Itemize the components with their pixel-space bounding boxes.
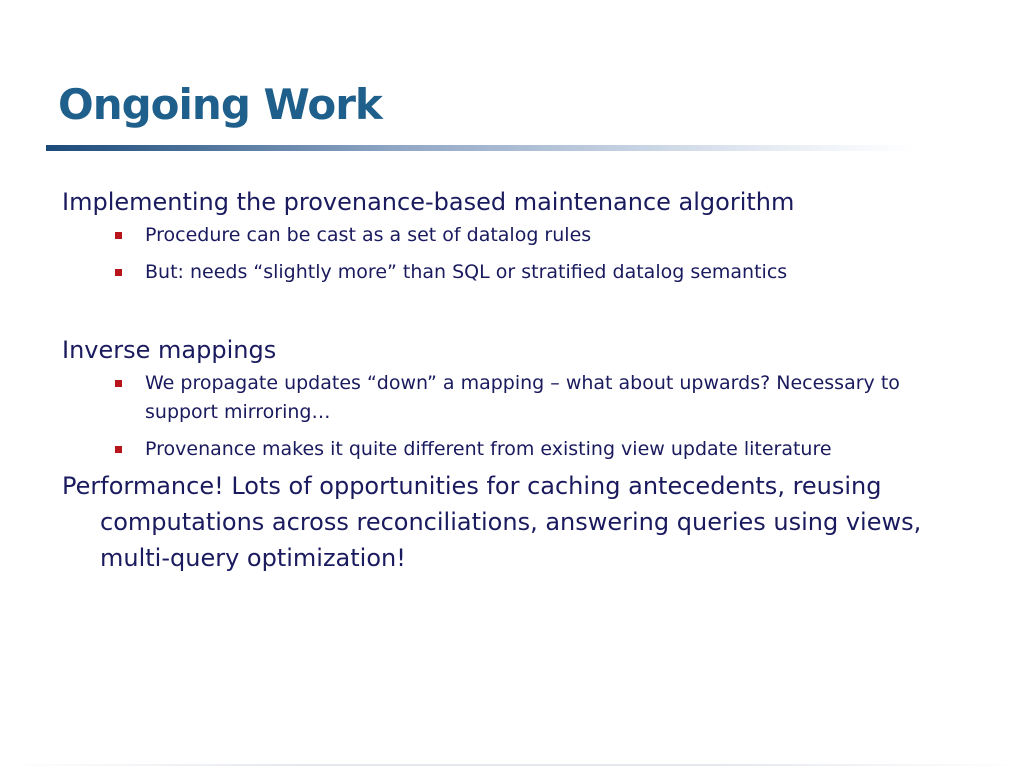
title-underline xyxy=(46,145,916,151)
square-bullet-icon xyxy=(115,232,122,239)
square-bullet-icon xyxy=(115,380,122,387)
square-bullet-icon xyxy=(115,446,122,453)
bullet-item-2: Inverse mappings xyxy=(62,336,277,364)
sub-bullet-text: Procedure can be cast as a set of datalog rules xyxy=(145,224,592,246)
sub-bullet-item xyxy=(115,435,920,464)
bullet-item-1: Implementing the provenance-based maintenance algorithm xyxy=(62,188,795,216)
sub-bullet-item xyxy=(115,258,920,287)
footer-divider xyxy=(0,764,1024,766)
bullet-item-3: Performance! Lots of opportunities for caching antecedents, reusing computations across reconciliations, answering queries using views, multi-query optimization! xyxy=(62,472,922,572)
sub-bullet-list-1 xyxy=(62,221,962,287)
slide-body xyxy=(62,183,962,576)
sub-bullet-list-2 xyxy=(62,369,962,464)
sub-bullet-text: Provenance makes it quite different from existing view update literature xyxy=(145,438,832,460)
spacer xyxy=(62,287,962,331)
slide-title: Ongoing Work xyxy=(58,80,382,129)
square-bullet-icon xyxy=(115,269,122,276)
sub-bullet-text: We propagate updates “down” a mapping – what about upwards? Necessary to support mirroring… xyxy=(145,372,900,423)
sub-bullet-text: But: needs “slightly more” than SQL or stratified datalog semantics xyxy=(145,261,788,283)
sub-bullet-item xyxy=(115,221,920,250)
sub-bullet-item xyxy=(115,369,920,427)
